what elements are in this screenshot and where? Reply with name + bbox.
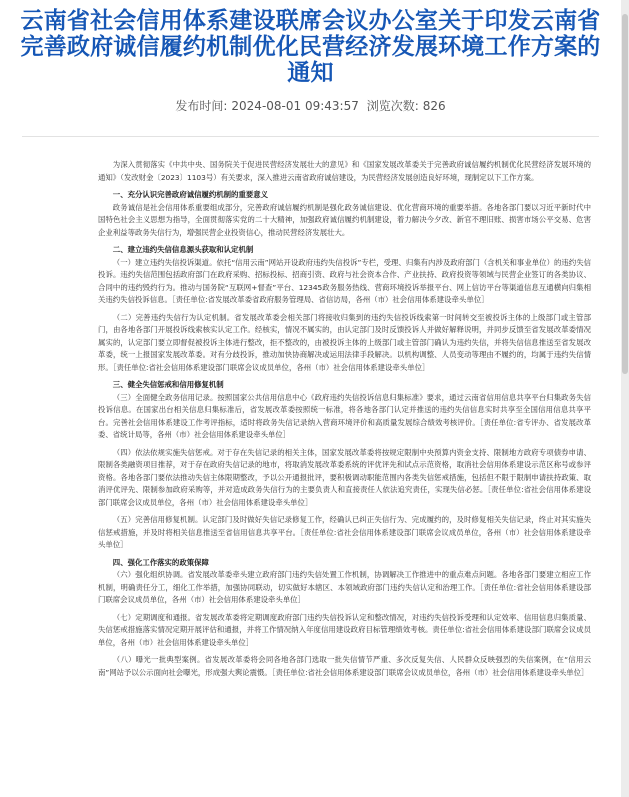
publish-time: 2024-08-01 09:43:57 xyxy=(231,99,359,113)
paragraph: （二）完善违约失信行为认定机制。省发展改革委会相关部门将接收归集到的违约失信投诉线索第一时间转交至被投诉主体的上级部门或主管部门，由各地各部门开展投诉线索核实认定工作。经核实，情况不属实的，由认定部门及时反馈投诉人并做好解释说明，并同步反馈至省发展改革委情况属实的，认定部门要立即督促被投诉主体进行整改，拒不整改的，由被投诉主体的上级部门或主管部门确认为违约失信，并将失信信息推送至省发展改革委，统一上报国家发展改革委。对有分歧投诉，推动加快协商解决或运用法律手段解决。以机构调整、人员变动等理由不履约的，均属于违约失信情形。［责任单位:省社会信用体系建设部门联席会议成员单位，各州（市）社会信用体系建设牵头单位］ xyxy=(98,312,591,372)
title-divider xyxy=(22,136,599,137)
section-heading: 四、强化工作落实的政策保障 xyxy=(112,557,209,567)
paragraph: 政务诚信是社会信用体系重要组成部分，完善政府诚信履约机制是强化政务诚信建设、优化营商环境的重要举措。各地各部门要以习近平新时代中国特色社会主义思想为指导，全面贯彻落实党的二十大精神，加强政府诚信履约机制建设，着力解决今夕改、新官不理旧账、损害市场公平交易、危害企业利益等政务失信行为，增强民营企业投资信心，推动民营经济发展壮大。 xyxy=(98,202,591,237)
paragraph: （八）曝光一批典型案例。省发展改革委将会同各地各部门选取一批失信情节严重、多次反复失信、人民群众反映强烈的失信案例，在“信用云南”网站予以公示面向社会曝光，形成强大舆论震慑。［责任单位:省社会信用体系建设部门联席会议成员单位，各州（市）社会信用体系建设牵头单位］ xyxy=(98,655,591,677)
section-heading: 三、健全失信惩戒和信用修复机制 xyxy=(112,380,224,389)
paragraph: （一）建立违约失信投诉渠道。依托“信用云南”网站开设政府违约失信投诉”专栏，受理、归集有内涉及政府部门（含机关和事业单位）的违约失信投诉。违约失信范围包括政府部门在政府采购、招标投标、招商引资、政府与社会资本合作、产业扶持、政府投资等领域与民营企业签订的各类协议、合同中的违约毁约行为。推动与国务院“互联网+督查”平台、12345政务服务热线、营商环境投诉举报平台、网上信访平台等渠道信息互通横向归集相关违约失信投诉信息。［责任单位:省发展改革委省政府服务管理局、省信访局，各州（市）社会信用体系建设牵头单位］ xyxy=(98,257,591,304)
paragraph: 为深入贯彻落实《中共中央、国务院关于促进民营经济发展壮大的意见》和《国家发展改革委关于完善政府诚信履约机制优化民营经济发展环境的通知》（发改财金〔2023〕1103号）有关要求，深入推进云南省政府诚信建设，为民营经济发展创造良好环境，现制定以下工作方案。 xyxy=(98,160,591,182)
paragraph: （三）全面健全政务信用记录。按照国家公共信用信息中心《政府违约失信投诉信息归集标准》要求，通过云南省信用信息共享平台归集政务失信投诉信息。在国家出台相关信息归集标准后，省发展改革委按照统一标准，将各地各部门认定并推送的违约失信信息实时共享至全国信用信息共享平台。完善社会信用体系建设工作考评指标，适时将政务失信记录纳入营商环境评价和高质量发展综合绩效考核评价。［责任单位:省专评办、省发展改革委、省统计局等，各州（市）社会信用体系建设牵头单位］ xyxy=(98,392,591,439)
section-heading: 二、建立违约失信信息源头获取和认定机制 xyxy=(112,245,254,254)
section-heading: 一、充分认识完善政府诚信履约机制的重要意义 xyxy=(112,190,269,199)
vertical-scrollbar[interactable] xyxy=(621,0,629,797)
article-body xyxy=(98,159,591,679)
paragraph: （七）定期调度和通报。省发展改革委将定期调度政府部门违约失信投诉认定和整改情况，对违约失信投诉受理和认定效率、信用信息归集质量、失信惩戒措施落实情况定期开展评估和通报，并将工作情况纳入年度信用建设政府目标管理绩效考核。责任单位:省社会信用体系建设部门联席会议成员单位，各州（市）社会信用体系建设牵头单位］ xyxy=(98,612,591,647)
paragraph: （四）依法依规实施失信惩戒。对于存在失信记录的相关主体，国家发展改革委将按规定限制中央预算内资金支持、限制地方政府专项债券申请、限制各类融资项目推荐，对于存在政府失信记录的地市，将取消发展改革委系统的评优评先和试点示范资格，取消社会信用体系建设示范区称号或参评资格。各地各部门要依法推动失信主体限期整改，予以公开通报批评，要积极调动职能范围内各类失信惩戒措施，包括但不限于限制申请扶持政策、取消评优评先、限制参加政府采购等，并对造成政务失信行为的主要负责人和直接责任人依法追究责任，实现失信必惩。［责任单位:省社会信用体系建设部门联席会议成员单位，各州（市）社会信用体系建设牵头单位］ xyxy=(98,447,591,507)
publish-label: 发布时间: xyxy=(175,99,228,113)
views-label: 浏览次数: xyxy=(366,99,419,113)
paragraph: （六）强化组织协调。省发展改革委牵头建立政府部门违约失信处置工作机制，协调解决工作推进中的重点难点问题。各地各部门要建立相应工作机制，明确责任分工，细化工作举措，加强协同联动，切实做好本辖区、本领域政府部门违约失信认定和治理工作。［责任单位:省社会信用体系建设部门联席会议成员单位，各州（市）社会信用体系建设牵头单位］ xyxy=(98,570,591,604)
page-title: 云南省社会信用体系建设联席会议办公室关于印发云南省完善政府诚信履约机制优化民营经济发展环境工作方案的通知 xyxy=(20,8,601,86)
article-meta xyxy=(0,98,621,114)
paragraph: （五）完善信用修复机制。认定部门及时做好失信记录修复工作，经确认已纠正失信行为、完成履约的，及时修复相关失信记录，终止对其实施失信惩戒措施，并及时将相关信息推送至省信用信息共享平台。［责任单位:省社会信用体系建设部门联席会议成员单位，各州（市）社会信用体系建设牵头单位］ xyxy=(98,515,591,549)
scrollbar-thumb[interactable] xyxy=(622,14,628,374)
view-count: 826 xyxy=(422,99,446,113)
